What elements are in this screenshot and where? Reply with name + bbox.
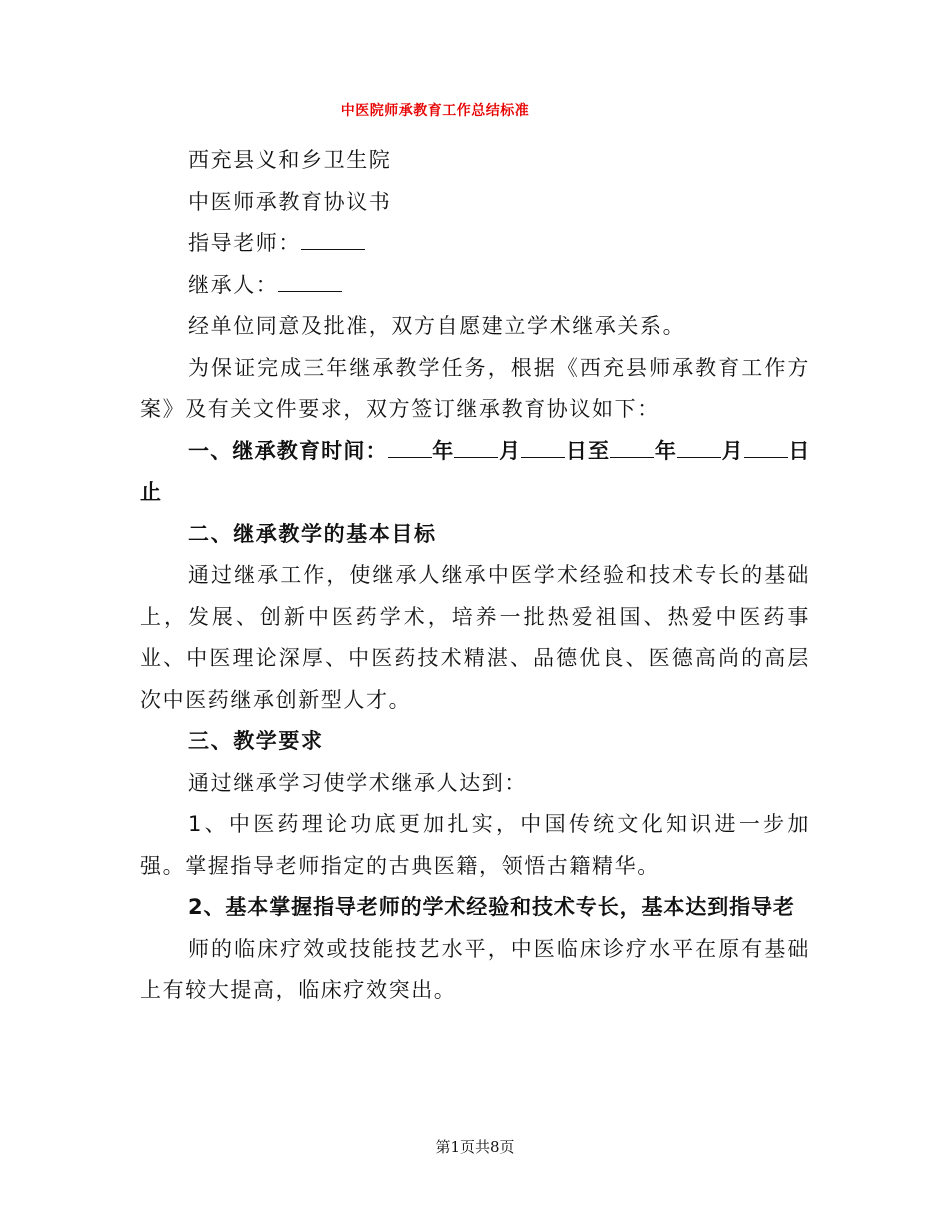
start-month-unit: 月 xyxy=(498,438,522,463)
requirement-1: 1、中医药理论功底更加扎实，中国传统文化知识进一步加强。掌握指导老师指定的古典医籍，领悟古籍精华。 xyxy=(140,812,810,878)
teacher-line xyxy=(140,223,810,265)
teacher-blank xyxy=(301,227,365,250)
agreement-paragraph: 经单位同意及批准，双方自愿建立学术继承关系。 xyxy=(188,314,686,338)
start-day-blank xyxy=(521,435,565,458)
end-year-blank xyxy=(610,435,654,458)
heir-line xyxy=(140,265,810,307)
end-month-blank xyxy=(677,435,721,458)
start-day-to: 日至 xyxy=(565,438,611,463)
document-body xyxy=(140,140,810,1012)
agreement-name-line: 中医师承教育协议书 xyxy=(188,189,392,214)
section2-heading: 二、继承教学的基本目标 xyxy=(188,521,437,546)
start-year-blank xyxy=(388,435,432,458)
end-day-unit: 日止 xyxy=(140,438,810,504)
teacher-label: 指导老师： xyxy=(188,231,301,255)
end-year-unit: 年 xyxy=(654,438,678,463)
page-footer: 第1页共8页 xyxy=(435,1138,515,1156)
intro-paragraph: 为保证完成三年继承教学任务，根据《西充县师承教育工作方案》及有关文件要求，双方签订继承教育协议如下： xyxy=(140,355,810,421)
requirement-2-heading: 2、基本掌握指导老师的学术经验和技术专长，基本达到指导老 xyxy=(188,895,795,919)
requirement-2-body: 师的临床疗效或技能技艺水平，中医临床诊疗水平在原有基础上有较大提高，临床疗效突出。 xyxy=(140,936,810,1002)
end-month-unit: 月 xyxy=(721,438,744,463)
start-year-unit: 年 xyxy=(431,438,455,463)
end-day-blank xyxy=(744,435,788,458)
section1-label: 一、继承教育时间： xyxy=(188,438,388,463)
section3-heading: 三、教学要求 xyxy=(188,729,324,753)
section3-intro: 通过继承学习使学术继承人达到： xyxy=(188,770,527,795)
section2-body: 通过继承工作，使继承人继承中医学术经验和技术专长的基础上，发展、创新中医药学术，培养一批热爱祖国、热爱中医药事业、中医理论深厚、中医药技术精湛、品德优良、医德高尚的高层次中医药继承创新型人才。 xyxy=(140,563,810,712)
heir-label: 继承人： xyxy=(188,272,279,297)
start-month-blank xyxy=(454,435,498,458)
section1-time xyxy=(140,431,810,514)
heir-blank xyxy=(278,269,342,292)
organization-line: 西充县义和乡卫生院 xyxy=(188,148,392,172)
document-title: 中医院师承教育工作总结标准 xyxy=(340,103,530,119)
